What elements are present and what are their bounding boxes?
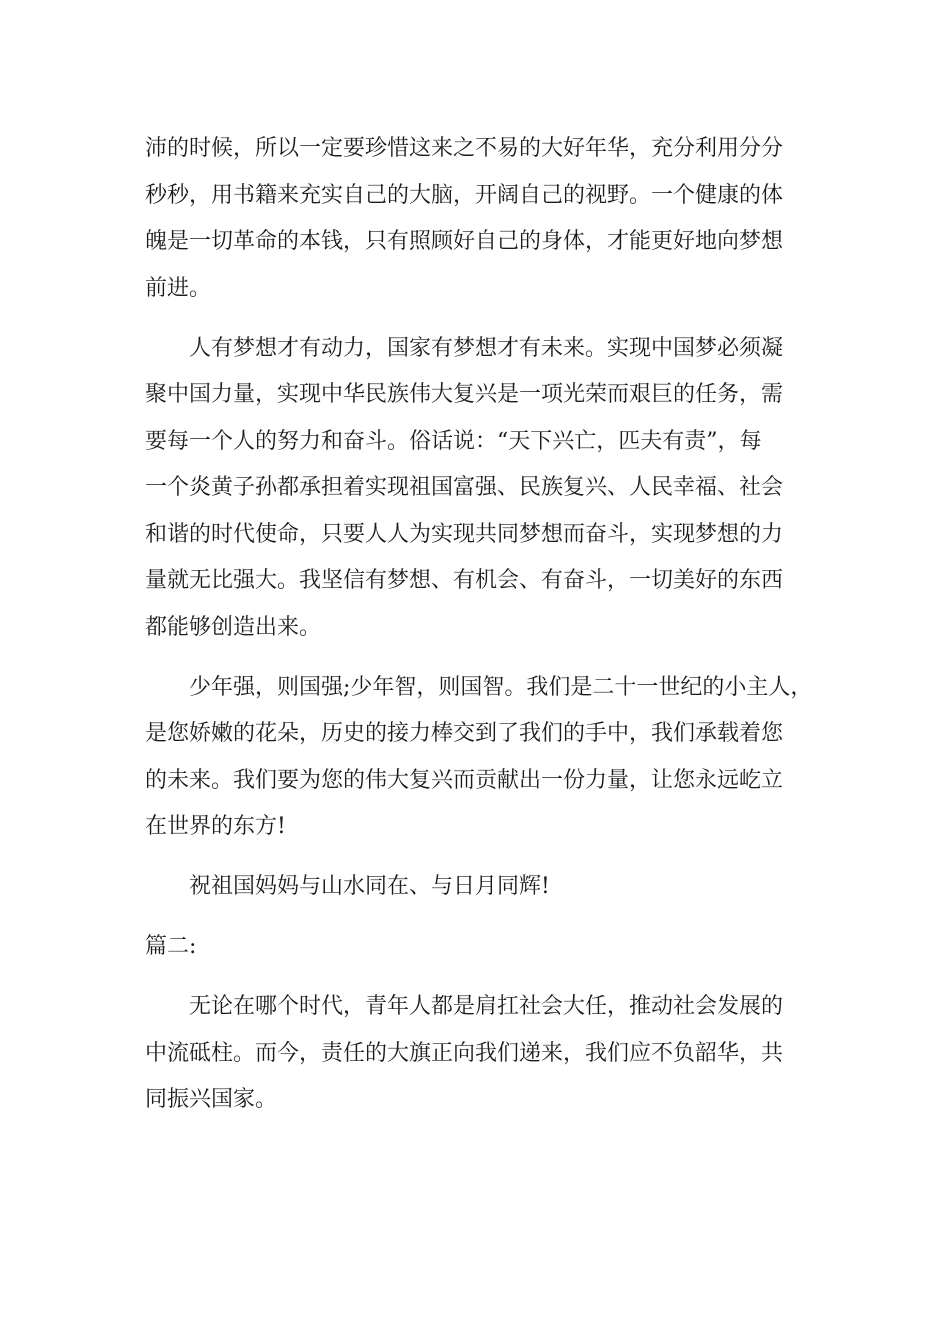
text-line: 量就无比强大。我坚信有梦想、有机会、有奋斗，一切美好的东西 xyxy=(145,568,784,593)
text-line: 要每一个人的努力和奋斗。俗话说：“天下兴亡，匹夫有责”，每 xyxy=(145,428,762,454)
text-line: 前进。 xyxy=(145,275,212,301)
paragraph-gap xyxy=(145,312,815,326)
paragraph xyxy=(145,326,815,652)
text-line: 篇二: xyxy=(145,934,197,959)
text-line: 是您娇嫩的花朵，历史的接力棒交到了我们的手中，我们承载着您 xyxy=(145,721,784,746)
paragraph xyxy=(145,126,815,312)
text-line: 都能够创造出来。 xyxy=(145,614,322,640)
text-line: 秒秒，用书籍来充实自己的大脑，开阔自己的视野。一个健康的体 xyxy=(145,182,784,208)
text-line: 沛的时候，所以一定要珍惜这来之不易的大好年华，充分利用分分 xyxy=(145,136,784,161)
text-line: 一个炎黄子孙都承担着实现祖国富强、民族复兴、人民幸福、社会 xyxy=(145,475,784,500)
text-line: 和谐的时代使命，只要人人为实现共同梦想而奋斗，实现梦想的力 xyxy=(145,521,784,547)
text-line: 祝祖国妈妈与山水同在、与日月同辉! xyxy=(189,874,550,899)
text-line: 聚中国力量，实现中华民族伟大复兴是一项光荣而艰巨的任务，需 xyxy=(145,382,784,407)
paragraph-gap xyxy=(145,911,815,925)
text-line: 魄是一切革命的本钱，只有照顾好自己的身体，才能更好地向梦想 xyxy=(145,229,784,254)
text-line: 少年强，则国强;少年智，则国智。我们是二十一世纪的小主人， xyxy=(189,674,813,700)
paragraph xyxy=(145,665,815,851)
paragraph-gap xyxy=(145,851,815,865)
text-line: 人有梦想才有动力，国家有梦想才有未来。实现中国梦必须凝 xyxy=(189,335,784,361)
paragraph-gap xyxy=(145,651,815,665)
paragraph xyxy=(145,984,815,1124)
paragraph-gap xyxy=(145,971,815,985)
text-line: 中流砥柱。而今，责任的大旗正向我们递来，我们应不负韶华，共 xyxy=(145,1040,784,1066)
text-line: 同振兴国家。 xyxy=(145,1087,278,1112)
document-body xyxy=(145,126,815,1124)
paragraph xyxy=(145,864,815,911)
text-line: 在世界的东方! xyxy=(145,814,286,839)
paragraph xyxy=(145,924,815,971)
text-line: 无论在哪个时代，青年人都是肩扛社会大任，推动社会发展的 xyxy=(189,994,784,1019)
text-line: 的未来。我们要为您的伟大复兴而贡献出一份力量，让您永远屹立 xyxy=(145,767,784,793)
